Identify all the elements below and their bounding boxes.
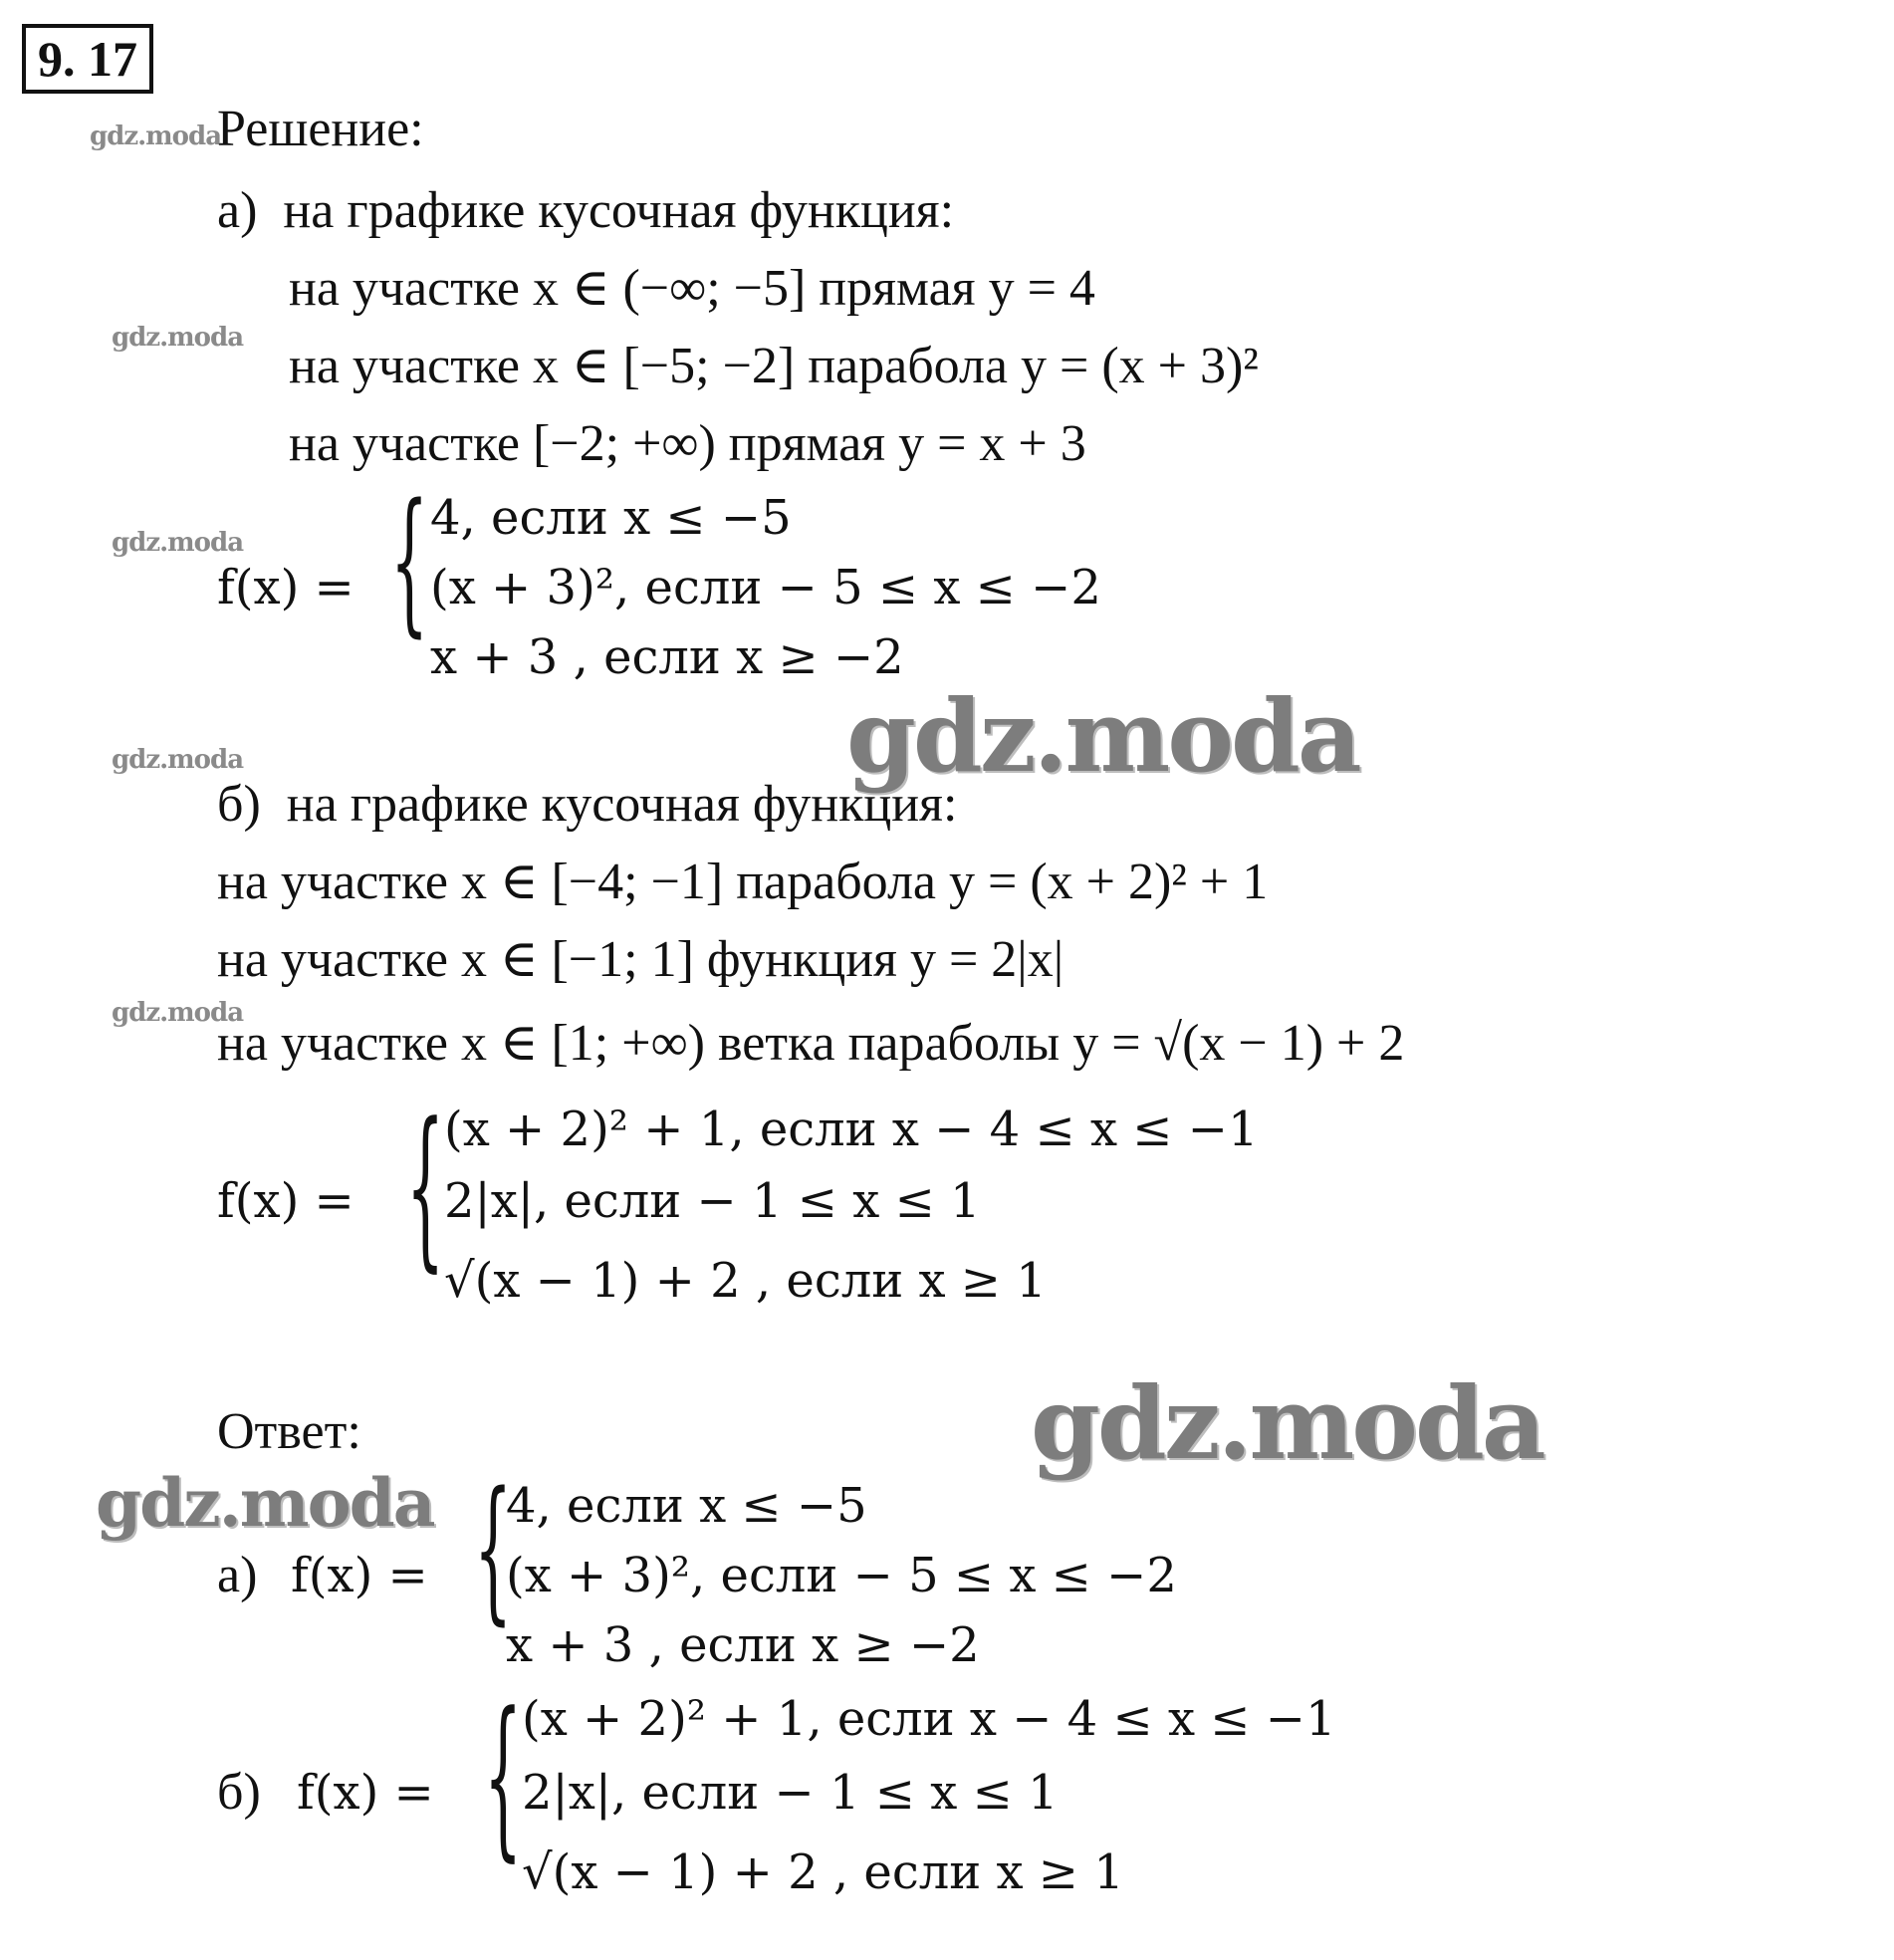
answer-b-case: (x + 2)² + 1, если x − 4 ≤ x ≤ −1 [522, 1691, 1336, 1747]
watermark-small: gdz.moda [112, 323, 244, 353]
answer-b-fx: f(x) = [297, 1765, 434, 1821]
part-a-segment: на участке [−2; +∞) прямая y = x + 3 [289, 415, 1086, 472]
part-b-case: √(x − 1) + 2 , если x ≥ 1 [444, 1253, 1047, 1309]
answer-a-case: 4, если x ≤ −5 [506, 1478, 867, 1534]
answer-b-brace: { [484, 1677, 523, 1879]
part-b-intro [217, 775, 957, 835]
answer-a-label: а) [217, 1547, 258, 1603]
answer-heading: Ответ: [217, 1403, 361, 1460]
answer-b-case: √(x − 1) + 2 , если x ≥ 1 [522, 1844, 1124, 1900]
part-a-intro-text: на графике кусочная функция: [283, 182, 955, 239]
part-b-segment: на участке x ∈ [−1; 1] функция y = 2|x| [217, 931, 1065, 988]
solution-heading: Решение: [217, 101, 424, 157]
watermark-large: gdz.moda [1031, 1364, 1543, 1482]
watermark-small: gdz.moda [90, 122, 222, 151]
problem-number: 9. 17 [22, 24, 153, 94]
part-a-brace: { [390, 472, 429, 653]
part-a-intro [217, 181, 954, 241]
part-b-segment: на участке x ∈ [−4; −1] парабола y = (x + 2)² + 1 [217, 854, 1269, 910]
part-a-fx: f(x) = [217, 560, 355, 615]
watermark-small: gdz.moda [112, 528, 244, 558]
part-b-intro-text: на графике кусочная функция: [286, 776, 958, 833]
part-b-fx: f(x) = [217, 1173, 355, 1229]
answer-a-brace: { [474, 1460, 513, 1641]
part-b-segment: на участке x ∈ [1; +∞) ветка параболы y = √(x − 1) + 2 [217, 1015, 1405, 1072]
part-a-segment: на участке x ∈ (−∞; −5] прямая y = 4 [289, 260, 1095, 317]
answer-a-case: x + 3 , если x ≥ −2 [506, 1617, 980, 1673]
part-a-case: 4, если x ≤ −5 [430, 490, 792, 546]
part-b-case: (x + 2)² + 1, если x − 4 ≤ x ≤ −1 [444, 1102, 1259, 1157]
watermark-large: gdz.moda [846, 677, 1359, 795]
watermark-large: gdz.moda [96, 1464, 434, 1542]
answer-a-case: (x + 3)², если − 5 ≤ x ≤ −2 [506, 1548, 1177, 1603]
part-b-brace: { [406, 1088, 445, 1290]
part-a-case: (x + 3)², если − 5 ≤ x ≤ −2 [430, 560, 1101, 615]
part-a-case: x + 3 , если x ≥ −2 [430, 629, 904, 685]
answer-b-label: б) [217, 1764, 261, 1821]
watermark-small: gdz.moda [112, 745, 244, 775]
part-b-case: 2|x|, если − 1 ≤ x ≤ 1 [444, 1173, 981, 1229]
part-b-label: б) [217, 776, 261, 833]
part-a-segment: на участке x ∈ [−5; −2] парабола y = (x + 3)² [289, 338, 1259, 394]
answer-a-fx: f(x) = [291, 1548, 428, 1603]
answer-b-case: 2|x|, если − 1 ≤ x ≤ 1 [522, 1765, 1059, 1821]
part-a-label: а) [217, 182, 258, 239]
watermark-small: gdz.moda [112, 998, 244, 1028]
